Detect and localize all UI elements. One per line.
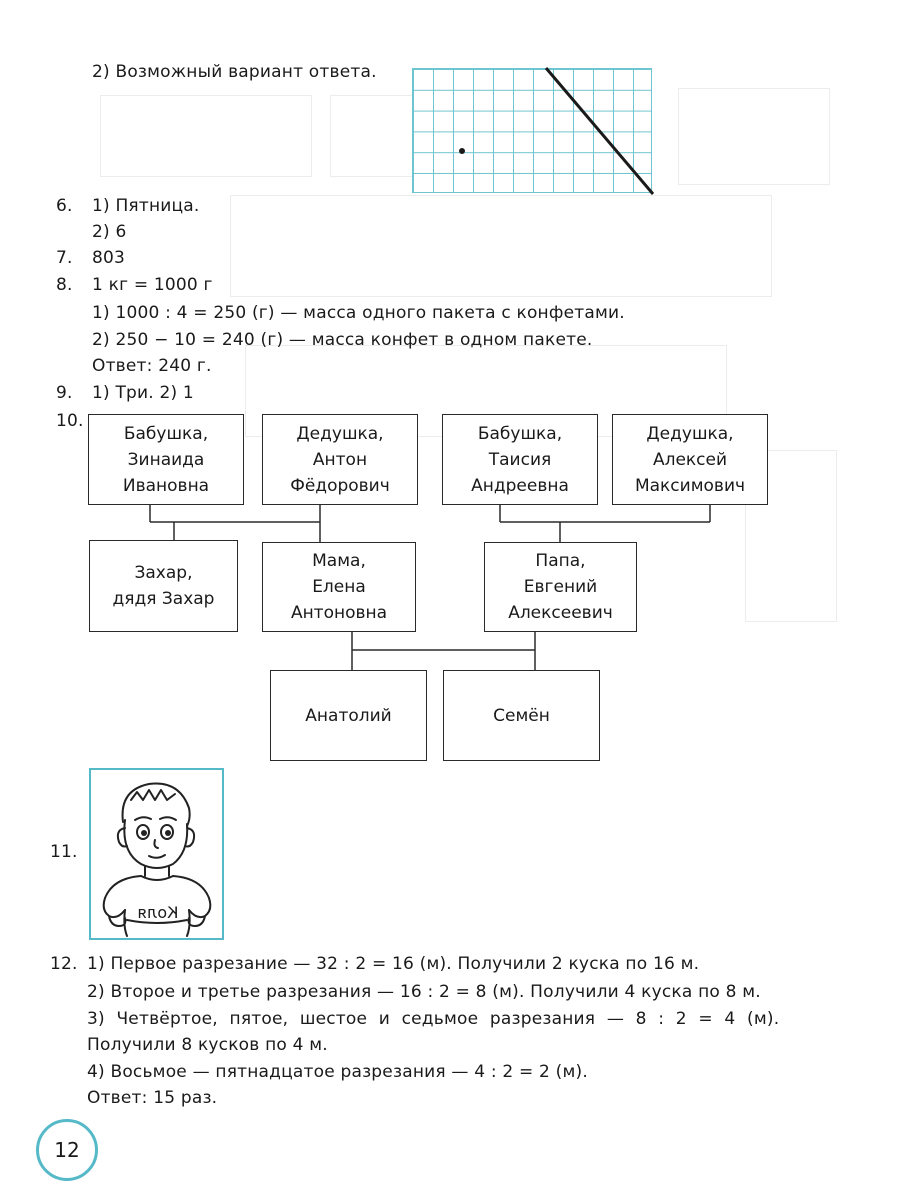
task12-line1: 1) Первое разрезание — 32 : 2 = 16 (м). Получили 2 куска по 16 м. <box>87 954 700 974</box>
task9-line1: 1) Три. 2) 1 <box>92 383 194 403</box>
tree-grandmother-zinaida: Бабушка, Зинаида Ивановна <box>88 414 244 505</box>
task7-line1: 803 <box>92 248 126 268</box>
task6-line1: 1) Пятница. <box>92 196 200 216</box>
boy-illustration <box>89 768 224 940</box>
page-number: 12 <box>54 1138 80 1162</box>
task8-line2: 1) 1000 : 4 = 250 (г) — масса одного пакета с конфетами. <box>92 303 625 323</box>
task12-answer: Ответ: 15 раз. <box>87 1088 218 1108</box>
page-number-badge <box>36 1119 98 1181</box>
tree-uncle-zakhar: Захар, дядя Захар <box>89 540 238 632</box>
task11-number: 11. <box>50 842 78 862</box>
tree-mother-elena: Мама, Елена Антоновна <box>262 542 416 632</box>
task8-line1: 1 кг = 1000 г <box>92 275 213 295</box>
task9-number: 9. <box>56 383 73 403</box>
task12-number: 12. <box>50 954 78 974</box>
task6-number: 6. <box>56 196 73 216</box>
tree-grandmother-taisiya: Бабушка, Таисия Андреевна <box>442 414 598 505</box>
tree-father-evgeniy: Папа, Евгений Алексеевич <box>484 542 637 632</box>
task12-line4: Получили 8 кусков по 4 м. <box>87 1035 328 1055</box>
task8-answer: Ответ: 240 г. <box>92 356 212 376</box>
task10-number: 10. <box>56 411 84 431</box>
task7-number: 7. <box>56 248 73 268</box>
tree-child-semyon: Семён <box>443 670 600 761</box>
task8-line3: 2) 250 − 10 = 240 (г) — масса конфет в одном пакете. <box>92 330 593 350</box>
task6-line2: 2) 6 <box>92 222 127 242</box>
task12-line2: 2) Второе и третье разрезания — 16 : 2 = 8 (м). Получили 4 куска по 8 м. <box>87 982 761 1002</box>
shirt-name-label: Коля <box>137 903 179 922</box>
tree-grandfather-aleksey: Дедушка, Алексей Максимович <box>612 414 768 505</box>
tree-child-anatoliy: Анатолий <box>270 670 427 761</box>
task5-answer-text: 2) Возможный вариант ответа. <box>92 62 377 82</box>
task12-line3: 3) Четвёртое, пятое, шестое и седьмое разрезания — 8 : 2 = 4 (м). <box>87 1009 780 1029</box>
task8-number: 8. <box>56 275 73 295</box>
tree-grandfather-anton: Дедушка, Антон Фёдорович <box>262 414 418 505</box>
task12-line5: 4) Восьмое — пятнадцатое разрезания — 4 : 2 = 2 (м). <box>87 1062 588 1082</box>
